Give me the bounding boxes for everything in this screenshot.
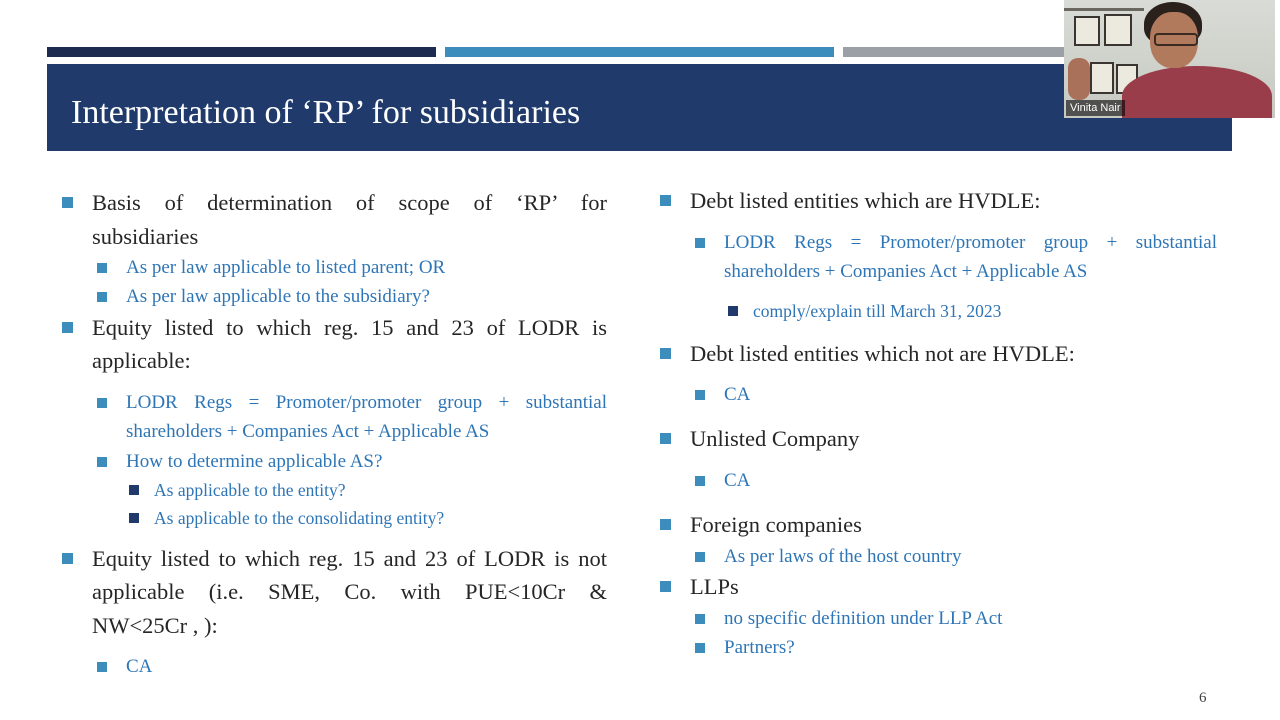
- bullet-basis-line1: Basis of determination of scope of ‘RP’ for: [92, 186, 607, 220]
- bullet-equity-not-applicable-line3: NW<25Cr , ):: [92, 613, 218, 638]
- bullet-unlisted-company: Unlisted Company: [690, 422, 859, 456]
- tertiary-bullet-entity: As applicable to the entity?: [154, 476, 345, 504]
- participant-glasses: [1154, 33, 1198, 46]
- webcam-video-tile[interactable]: [1064, 0, 1275, 118]
- decor-bar-navy: [47, 47, 436, 57]
- bullet-equity-not-applicable-line2: applicable (i.e. SME, Co. with PUE<10Cr &: [92, 579, 607, 604]
- sub-bullet-hvdle-lodr-line1: LODR Regs = Promoter/promoter group + substantial: [724, 228, 1217, 257]
- bullet-equity-not-applicable-line1: Equity listed to which reg. 15 and 23 of LODR is not: [92, 542, 607, 576]
- participant-hand: [1068, 58, 1090, 100]
- title-banner: [47, 64, 1232, 151]
- background-frame: [1074, 16, 1100, 46]
- sub-bullet-non-hvdle-ca: CA: [724, 380, 750, 409]
- bullet-basis-line2-text: subsidiaries: [92, 224, 199, 249]
- bullet-foreign-companies: Foreign companies: [690, 508, 862, 542]
- sub-bullet-llp-act: no specific definition under LLP Act: [724, 604, 1002, 633]
- tertiary-bullet-comply-explain: comply/explain till March 31, 2023: [753, 297, 1001, 325]
- background-shelf: [1064, 8, 1144, 11]
- background-frame: [1090, 62, 1114, 94]
- participant-body: [1122, 66, 1272, 118]
- slide-title: Interpretation of ‘RP’ for subsidiaries: [71, 94, 581, 131]
- sub-bullet-lodr-regs-line1: LODR Regs = Promoter/promoter group + substantial: [126, 388, 607, 417]
- bullet-basis-line2: [92, 220, 607, 254]
- tertiary-bullet-consolidating-entity: As applicable to the consolidating entity?: [154, 504, 444, 532]
- bullet-equity-applicable-line1: Equity listed to which reg. 15 and 23 of LODR is: [92, 311, 607, 345]
- sub-bullet-determine-as: How to determine applicable AS?: [126, 447, 382, 476]
- sub-bullet-hvdle-lodr-line2: shareholders + Companies Act + Applicable AS: [724, 261, 1088, 282]
- sub-bullet-subsidiary-law: As per law applicable to the subsidiary?: [126, 282, 430, 311]
- sub-bullet-unlisted-ca: CA: [724, 466, 750, 495]
- bullet-hvdle: Debt listed entities which are HVDLE:: [690, 184, 1041, 218]
- bullet-equity-applicable-line2: applicable:: [92, 348, 191, 373]
- background-frame: [1104, 14, 1132, 46]
- sub-bullet-host-country: As per laws of the host country: [724, 542, 961, 571]
- sub-bullet-partners: Partners?: [724, 633, 795, 662]
- bullet-llps: LLPs: [690, 570, 739, 604]
- sub-bullet-lodr-regs-line2: shareholders + Companies Act + Applicable AS: [126, 421, 490, 442]
- bullet-non-hvdle: Debt listed entities which not are HVDLE:: [690, 337, 1075, 371]
- sub-bullet-parent-law: As per law applicable to listed parent; OR: [126, 253, 445, 282]
- decor-bar-blue: [445, 47, 834, 57]
- participant-name-label: Vinita Nair: [1066, 100, 1125, 116]
- sub-bullet-ca: CA: [126, 652, 152, 681]
- page-number: 6: [1199, 690, 1207, 706]
